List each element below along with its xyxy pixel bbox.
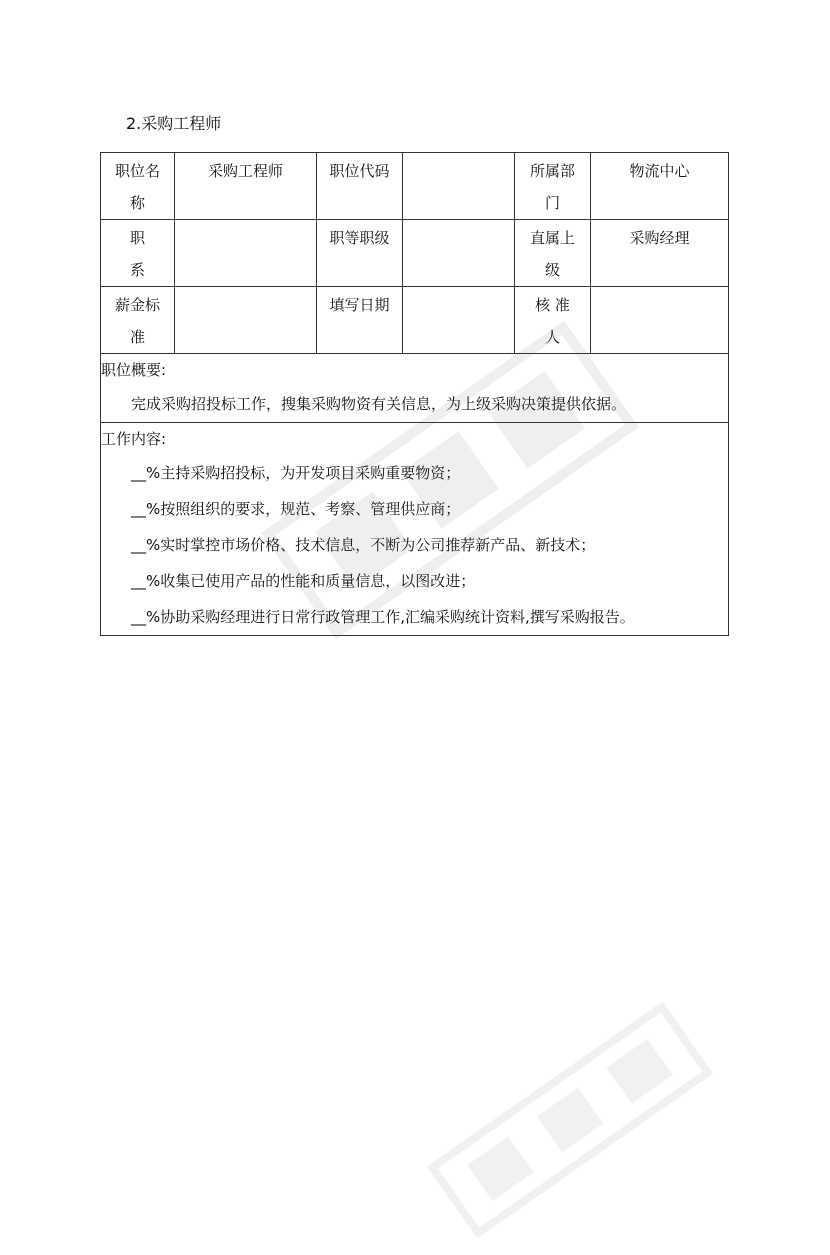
duty-item: __%收集已使用产品的性能和质量信息，以图改进；	[131, 572, 476, 590]
duty-item: __%按照组织的要求，规范、考察、管理供应商；	[131, 500, 461, 518]
cell-label-grade: 职等职级	[329, 229, 390, 247]
duties-section	[101, 423, 729, 636]
cell-value-salary	[175, 287, 316, 289]
duty-item: __%实时掌控市场价格、技术信息，不断为公司推荐新产品、新技术；	[131, 536, 596, 554]
cell-value-grade	[403, 220, 514, 222]
cell-label-position-code: 职位代码	[329, 162, 390, 180]
table-cell	[175, 220, 317, 287]
table-cell	[175, 287, 317, 354]
table-cell	[591, 220, 729, 287]
summary-section	[101, 354, 729, 423]
cell-value-department: 物流中心	[629, 162, 690, 180]
table-cell	[175, 153, 317, 220]
cell-value-position-name: 采购工程师	[207, 162, 283, 180]
table-cell	[515, 287, 591, 354]
table-row	[101, 287, 729, 354]
section-heading: 2.采购工程师	[126, 114, 222, 133]
table-cell	[515, 153, 591, 220]
table-cell	[403, 287, 515, 354]
summary-title: 职位概要:	[101, 361, 167, 379]
duty-item: __%协助采购经理进行日常行政管理工作,汇编采购统计资料,撰写采购报告。	[131, 608, 635, 626]
cell-label-job-family: 职 系	[129, 229, 145, 279]
table-cell	[515, 220, 591, 287]
duty-item: __%主持采购招投标，为开发项目采购重要物资；	[131, 464, 461, 482]
summary-text: 完成采购招投标工作，搜集采购物资有关信息，为上级采购决策提供依据。	[131, 395, 627, 413]
cell-label-department: 所属部 门	[529, 162, 575, 212]
cell-label-fill-date: 填写日期	[329, 296, 390, 314]
table-row	[101, 423, 729, 636]
cell-value-fill-date	[403, 287, 514, 289]
table-cell	[591, 287, 729, 354]
cell-label-salary: 薪金标 准	[114, 296, 160, 346]
job-info-table	[100, 152, 729, 636]
table-cell	[403, 153, 515, 220]
table-cell	[317, 287, 403, 354]
table-row	[101, 354, 729, 423]
table-row	[101, 153, 729, 220]
table-cell	[101, 153, 175, 220]
cell-value-position-code	[403, 153, 514, 155]
cell-value-approver	[591, 287, 728, 289]
table-cell	[101, 287, 175, 354]
table-cell	[317, 220, 403, 287]
table-cell	[101, 220, 175, 287]
cell-value-supervisor: 采购经理	[629, 229, 690, 247]
table-row	[101, 220, 729, 287]
table-cell	[317, 153, 403, 220]
cell-value-job-family	[175, 220, 316, 222]
table-cell	[403, 220, 515, 287]
table-cell	[591, 153, 729, 220]
duties-title: 工作内容:	[101, 430, 167, 448]
cell-label-supervisor: 直属上 级	[529, 229, 575, 279]
watermark-graphic	[413, 985, 728, 1255]
cell-label-position-name: 职位名 称	[114, 162, 160, 212]
cell-label-approver: 核 准 人	[535, 296, 570, 346]
